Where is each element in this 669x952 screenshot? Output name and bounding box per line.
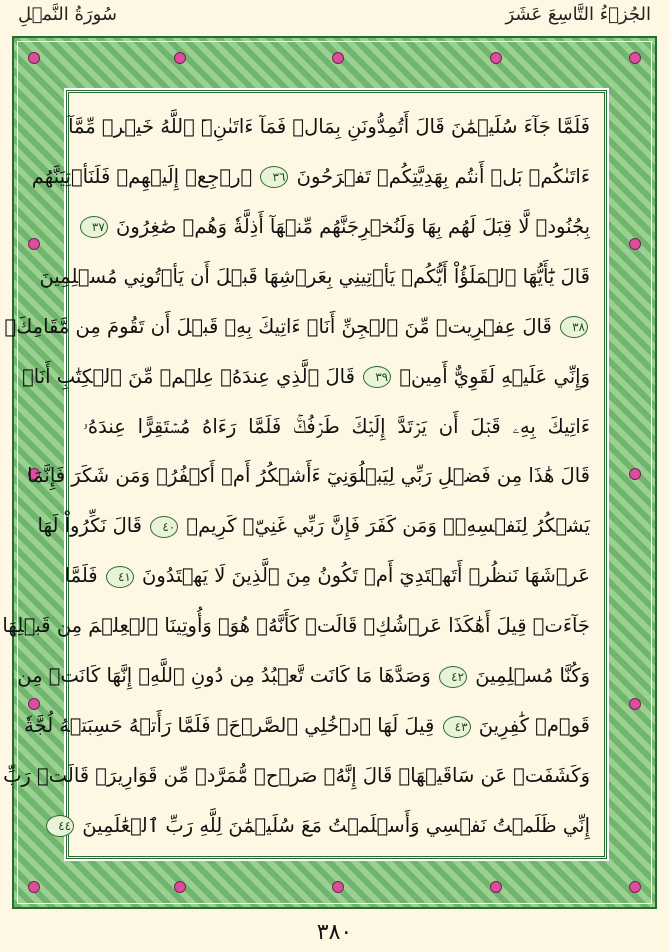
line-text: فَلَمَّا — [64, 564, 98, 588]
text-line — [64, 556, 590, 596]
line-text: وَإِنِّي عَلَيۡهِ لَقَوِيٌّ أَمِينٞ — [399, 364, 590, 388]
verse-marker: ٣٨ — [560, 316, 588, 338]
line-text: قَالَ يَٰٓأَيُّهَا ٱلۡمَلَؤُاْ أَيُّكُمۡ يَأۡتِينِي بِعَرۡشِهَا قَبۡلَ أَن يَأۡتُونِي مُسۡلِمِينَ — [39, 264, 590, 288]
line-text: قَالَ هَٰذَا مِن فَضۡلِ رَبِّي لِيَبۡلُوَنِيٓ ءَأَشۡكُرُ أَمۡ أَكۡفُرُۖ وَمَن شَكَرَ فَإِنَّمَا — [27, 464, 590, 488]
verse-marker: ٤١ — [106, 566, 134, 588]
verse-marker: ٤٣ — [443, 716, 471, 738]
flower-ornament-icon — [28, 52, 40, 64]
verse-marker: ٤٢ — [439, 666, 467, 688]
ornamental-frame — [2, 36, 657, 909]
verse-lines — [2, 107, 590, 846]
juz-title: الجُزۡءُ التَّاسِعَ عَشَرَ — [505, 4, 651, 25]
flower-ornament-icon — [629, 698, 641, 710]
line-text: عَرۡشَهَا نَنظُرۡ أَتَهۡتَدِيٓ أَمۡ تَكُونُ مِنَ ٱلَّذِينَ لَا يَهۡتَدُونَ — [142, 564, 590, 588]
flower-ornament-icon — [490, 52, 502, 64]
flower-ornament-icon — [629, 52, 641, 64]
verse-marker: ٣٩ — [363, 366, 391, 388]
line-text: قَالَ نَكِّرُواْ لَهَا — [37, 514, 143, 538]
text-line — [2, 606, 590, 646]
flower-ornament-icon — [174, 52, 186, 64]
flower-ornament-icon — [332, 881, 344, 893]
line-text: قَوۡمٖ كَٰفِرِينَ — [478, 714, 590, 738]
line-text: وَصَدَّهَا مَا كَانَت تَّعۡبُدُ مِن دُونِ ٱللَّهِۖ إِنَّهَا كَانَتۡ مِن — [17, 664, 431, 688]
text-line — [27, 456, 590, 496]
line-text: قِيلَ لَهَا ٱدۡخُلِي ٱلصَّرۡحَۖ فَلَمَّا رَأَتۡهُ حَسِبَتۡهُ لُجَّةٗ — [24, 714, 435, 738]
surah-title: سُورَةُ النَّمۡلِ — [18, 4, 117, 25]
line-text: فَلَمَّا جَآءَ سُلَيۡمَٰنَ قَالَ أَتُمِدُّونَنِ بِمَالٖ فَمَآ ءَاتَىٰنِۦَ ٱللَّهُ خَيۡرٞ مِّمَّآ — [68, 115, 590, 138]
flower-ornament-icon — [629, 468, 641, 480]
text-line — [17, 656, 590, 696]
flower-ornament-icon — [490, 881, 502, 893]
text-line — [31, 157, 590, 197]
verse-marker: ٤٤ — [46, 815, 74, 837]
text-line — [3, 756, 590, 796]
page-number: ٣٨٠ — [316, 920, 353, 945]
line-text: وَكَشَفَتۡ عَن سَاقَيۡهَاۚ قَالَ إِنَّهُۥ صَرۡحٞ مُّمَرَّدٞ مِّن قَوَارِيرَۗ قَالَتۡ رَبِّ — [3, 763, 590, 787]
flower-ornament-icon — [629, 238, 641, 250]
line-text: إِنِّي ظَلَمۡتُ نَفۡسِي وَأَسۡلَمۡتُ مَعَ سُلَيۡمَٰنَ لِلَّهِ رَبِّ ٱلۡعَٰلَمِينَ — [82, 813, 590, 837]
line-text: بِجُنُودٖ لَّا قِبَلَ لَهُم بِهَا وَلَنُخۡرِجَنَّهُم مِّنۡهَآ أَذِلَّةٗ وَهُمۡ صَٰغِرُونَ — [116, 214, 590, 238]
line-text: قَالَ عِفۡرِيتٞ مِّنَ ٱلۡجِنِّ أَنَا۠ ءَاتِيكَ بِهِۦ قَبۡلَ أَن تَقُومَ مِن مَّقَامِكَۖ — [4, 314, 552, 338]
text-area — [2, 90, 607, 859]
flower-ornament-icon — [174, 881, 186, 893]
text-line — [68, 107, 590, 147]
line-text: ٱرۡجِعۡ إِلَيۡهِمۡ فَلَنَأۡتِيَنَّهُم — [31, 164, 253, 188]
flower-ornament-icon — [28, 881, 40, 893]
text-line — [24, 706, 590, 746]
text-line — [83, 407, 590, 447]
text-line — [4, 307, 590, 347]
page-header — [18, 4, 651, 32]
line-text: ءَاتَىٰكُمۚ بَلۡ أَنتُم بِهَدِيَّتِكُمۡ تَفۡرَحُونَ — [296, 164, 590, 188]
text-line — [39, 257, 590, 297]
text-line — [58, 806, 590, 846]
line-text: وَكُنَّا مُسۡلِمِينَ — [475, 664, 590, 688]
text-line — [37, 506, 590, 546]
flower-ornament-icon — [629, 881, 641, 893]
line-text: قَالَ ٱلَّذِي عِندَهُۥ عِلۡمٞ مِّنَ ٱلۡكِتَٰبِ أَنَا۠ — [22, 364, 355, 388]
text-line — [22, 357, 590, 397]
text-line — [83, 207, 590, 247]
verse-marker: ٤٠ — [150, 516, 178, 538]
flower-ornament-icon — [28, 238, 40, 250]
flower-ornament-icon — [332, 52, 344, 64]
verse-marker: ٣٦ — [260, 166, 288, 188]
line-text: يَشۡكُرُ لِنَفۡسِهِۦۖ وَمَن كَفَرَ فَإِنَّ رَبِّي غَنِيّٞ كَرِيمٞ — [186, 514, 590, 538]
line-text: جَآءَتۡ قِيلَ أَهَٰكَذَا عَرۡشُكِۖ قَالَتۡ كَأَنَّهُۥ هُوَۚ وَأُوتِينَا ٱلۡعِلۡمَ مِن قَبۡلِهَا — [2, 614, 590, 638]
line-text: ءَاتِيكَ بِهِۦ قَبۡلَ أَن يَرۡتَدَّ إِلَيۡكَ طَرۡفُكَۚ فَلَمَّا رَءَاهُ مُسۡتَقِرًّا عِندَهُۥ — [83, 414, 590, 438]
verse-marker: ٣٧ — [80, 216, 108, 238]
